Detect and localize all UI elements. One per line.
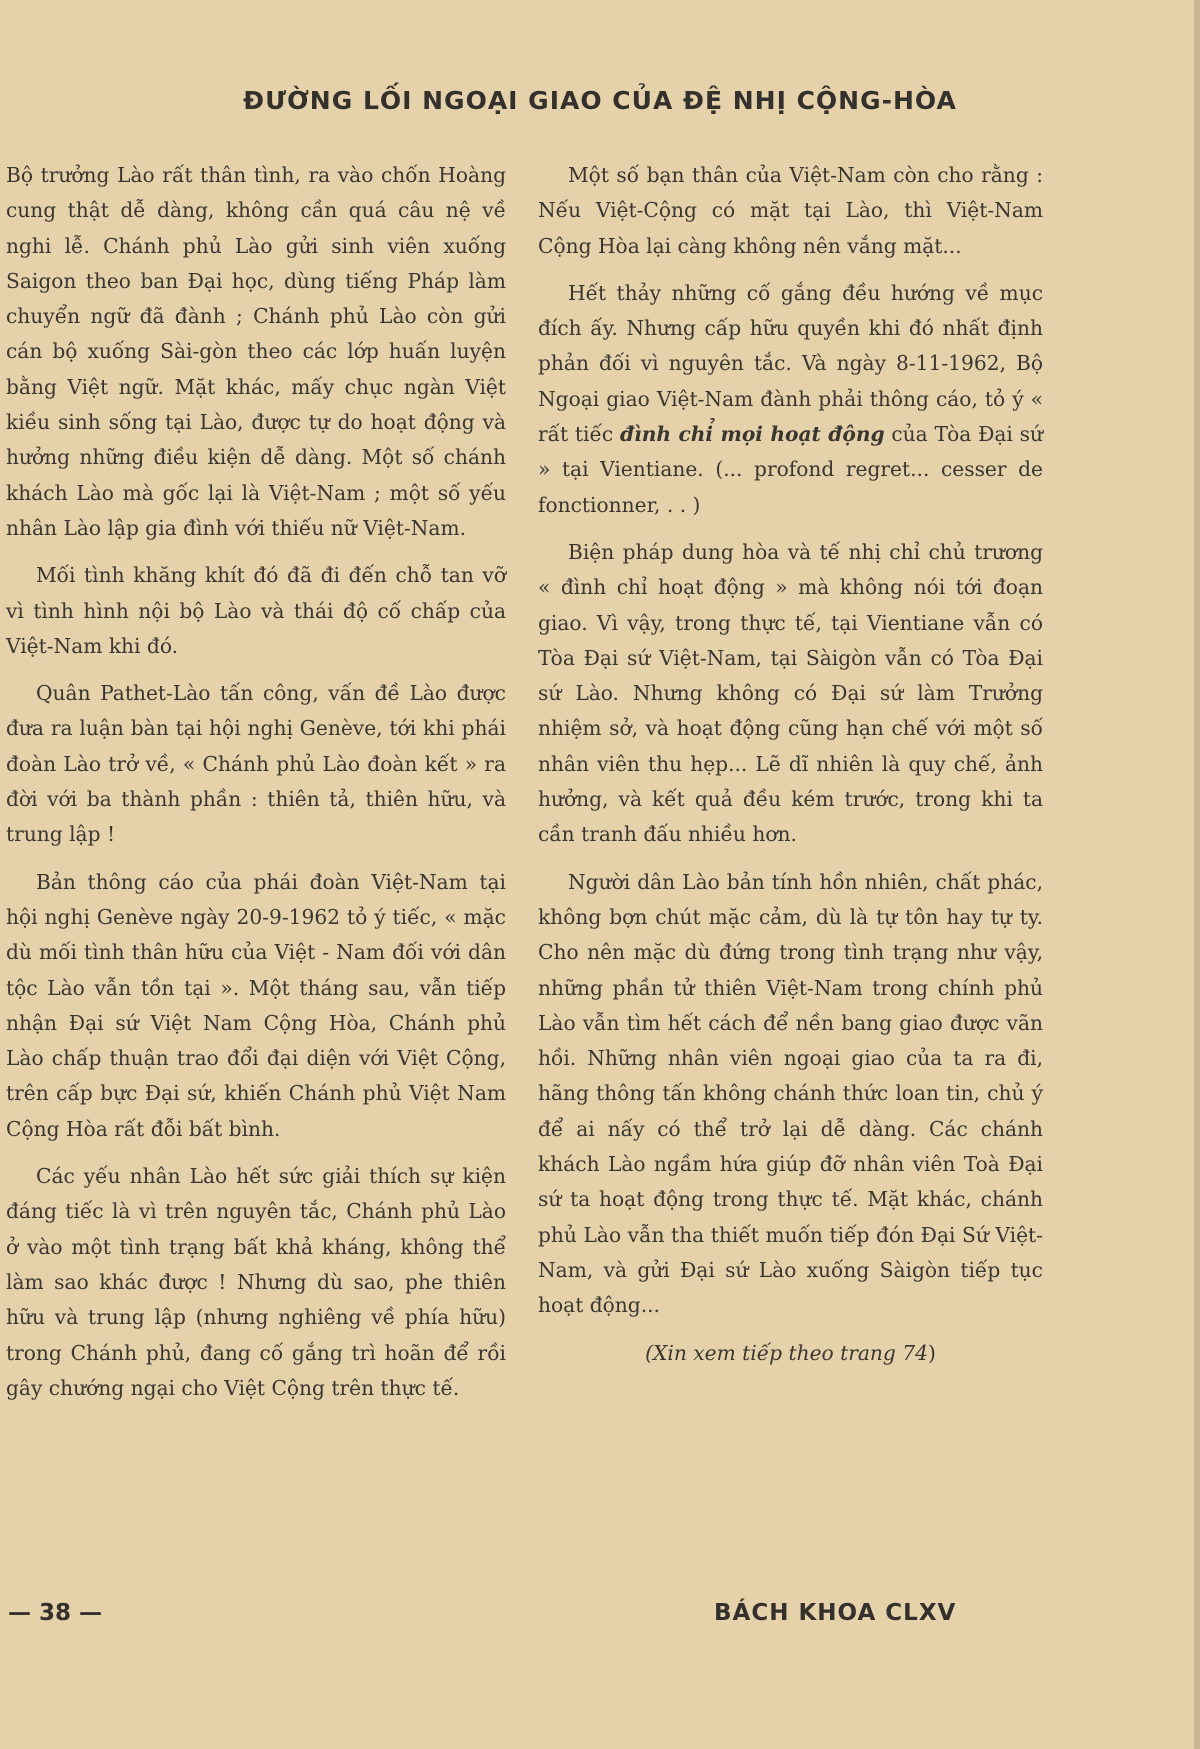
paragraph: Bản thông cáo của phái đoàn Việt-Nam tại hội nghị Genève ngày 20-9-1962 tỏ ý tiếc, « mặc dù mối tình thân hữu của Việt - Nam đối với dân tộc Lào vẫn tồn tại ». Một tháng sau, vẫn tiếp nhận Đại sứ Việt Nam Cộng Hòa, Chánh phủ Lào chấp thuận trao đổi đại diện với Việt Cộng, trên cấp bực Đại sứ, khiến Chánh phủ Việt Nam Cộng Hòa rất đỗi bất bình. — [6, 869, 506, 1141]
right-column — [538, 158, 1043, 1383]
page-number: — 38 — — [8, 1600, 103, 1626]
paragraph — [538, 276, 1043, 523]
paragraph: Người dân Lào bản tính hồn nhiên, chất phác, không bợn chút mặc cảm, dù là tự tôn hay tự ty. Cho nên mặc dù đứng trong tình trạng như vậy, những phần tử thiên Việt-Nam trong chính phủ Lào vẫn tìm hết cách để nền bang giao được vãn hồi. Những nhân viên ngoại giao của ta ra đi, hãng thông tấn không chánh thức loan tin, chủ ý để ai nấy có thể trở lại dễ dàng. Các chánh khách Lào ngầm hứa giúp đỡ nhân viên Toà Đại sứ ta hoạt động trong thực tế. Mặt khác, chánh phủ Lào vẫn tha thiết muốn tiếp đón Đại Sứ Việt-Nam, và gửi Đại sứ Lào xuống Sàigòn tiếp tục hoạt động... — [538, 869, 1043, 1318]
paragraph-text: của Tòa Đại sứ » tại Vientiane. (... profond regret... cesser de fonctionner, . . ) — [538, 422, 1043, 517]
magazine-issue: BÁCH KHOA CLXV — [714, 1600, 957, 1626]
emphasized-text: đình chỉ mọi hoạt động — [619, 422, 885, 447]
paragraph: Một số bạn thân của Việt-Nam còn cho rằng : Nếu Việt-Cộng có mặt tại Lào, thì Việt-Nam Cộng Hòa lại càng không nên vắng mặt... — [538, 163, 1043, 258]
continued-page-number: 74 — [902, 1340, 928, 1365]
continued-note-text: (Xin xem tiếp theo trang — [645, 1340, 903, 1365]
paragraph: Quân Pathet-Lào tấn công, vấn đề Lào được đưa ra luận bàn tại hội nghị Genève, tới khi phái đoàn Lào trở về, « Chánh phủ Lào đoàn kết » ra đời với ba thành phần : thiên tả, thiên hữu, và trung lập ! — [6, 681, 506, 847]
paragraph: Mối tình khăng khít đó đã đi đến chỗ tan vỡ vì tình hình nội bộ Lào và thái độ cố chấp của Việt-Nam khi đó. — [6, 563, 506, 658]
paragraph-text: Hết thảy những cố gắng đều hướng về mục đích ấy. Nhưng cấp hữu quyền khi đó nhất định phản đối vì nguyên tắc. Và ngày 8-11-1962, Bộ Ngoại giao Việt-Nam đành phải thông cáo, tỏ ý « rất tiếc — [538, 280, 1043, 447]
left-column — [6, 158, 506, 1418]
paragraph: Bộ trưởng Lào rất thân tình, ra vào chốn Hoàng cung thật dễ dàng, không cần quá câu nệ về nghi lễ. Chánh phủ Lào gửi sinh viên xuống Saigon theo ban Đại học, dùng tiếng Pháp làm chuyển ngữ đã đành ; Chánh phủ Lào còn gửi cán bộ xuống Sài-gòn theo các lớp huấn luyện bằng Việt ngữ. Mặt khác, mấy chục ngàn Việt kiều sinh sống tại Lào, được tự do hoạt động và hưởng những điều kiện dễ dàng. Một số chánh khách Lào mà gốc lại là Việt-Nam ; một số yếu nhân Lào lập gia đình với thiếu nữ Việt-Nam. — [6, 163, 506, 540]
continued-note — [538, 1336, 1043, 1371]
paragraph: Các yếu nhân Lào hết sức giải thích sự kiện đáng tiếc là vì trên nguyên tắc, Chánh phủ Lào ở vào một tình trạng bất khả kháng, không thể làm sao khác được ! Nhưng dù sao, phe thiên hữu và trung lập (nhưng nghiêng về phía hữu) trong Chánh phủ, đang cố gắng trì hoãn để rồi gây chướng ngại cho Việt Cộng trên thực tế. — [6, 1164, 506, 1400]
continued-note-close: ) — [927, 1340, 936, 1365]
page-header: ĐƯỜNG LỐI NGOẠI GIAO CỦA ĐỆ NHỊ CỘNG-HÒA — [243, 86, 957, 115]
paragraph: Biện pháp dung hòa và tế nhị chỉ chủ trương « đình chỉ hoạt động » mà không nói tới đoạn giao. Vì vậy, trong thực tế, tại Vientiane vẫn có Tòa Đại sứ Việt-Nam, tại Sàigòn vẫn có Tòa Đại sứ Lào. Nhưng không có Đại sứ làm Trưởng nhiệm sở, và hoạt động cũng hạn chế với một số nhân viên thu hẹp... Lẽ dĩ nhiên là quy chế, ảnh hưởng, và kết quả đều kém trước, trong khi ta cần tranh đấu nhiều hơn. — [538, 539, 1043, 847]
page-edge — [1194, 0, 1200, 1749]
